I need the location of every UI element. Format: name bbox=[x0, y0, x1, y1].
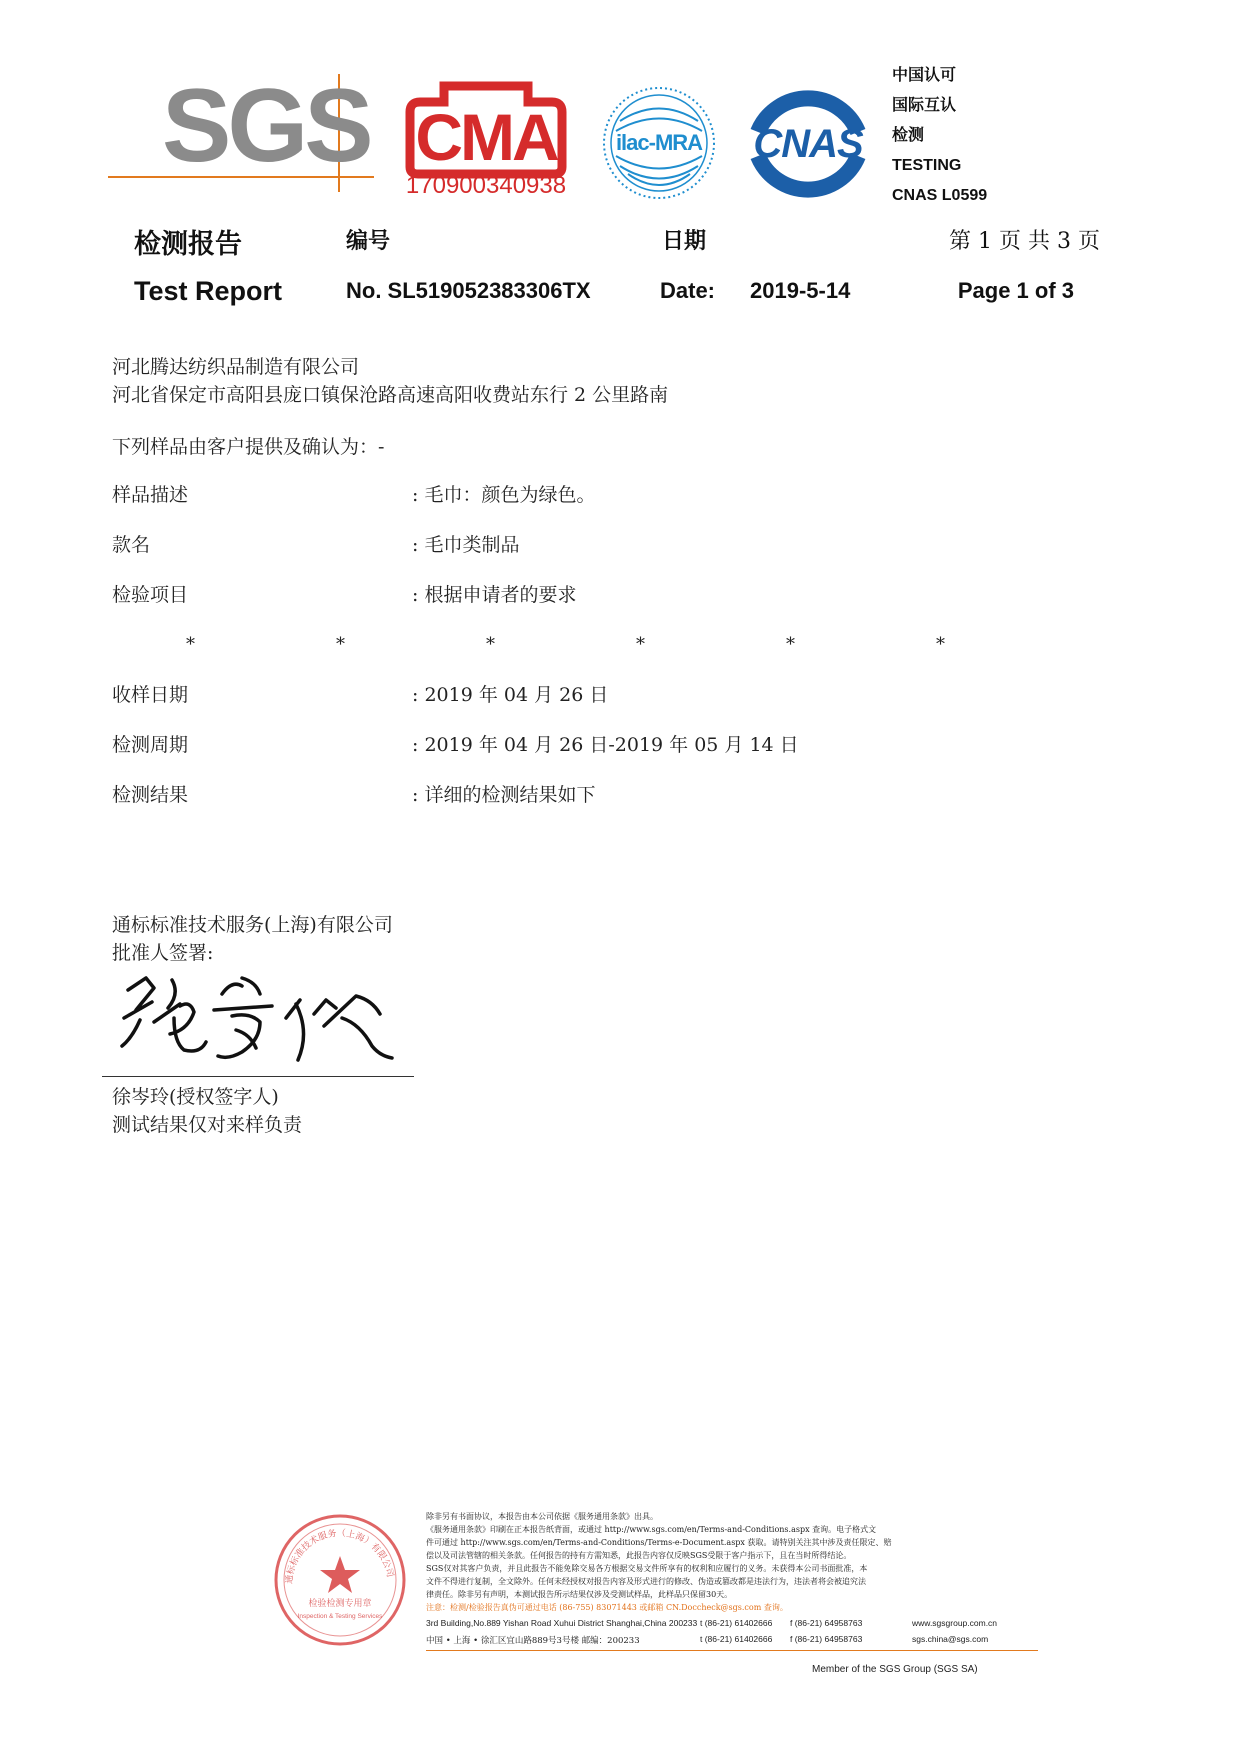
cma-logo-text: CMA bbox=[415, 100, 557, 174]
office-address-en: 3rd Building,No.889 Yishan Road Xuhui District Shanghai,China 200233 bbox=[426, 1618, 698, 1628]
field-value-test-items: : 根据申请者的要求 bbox=[412, 584, 577, 606]
accreditation-line: 检测 bbox=[892, 127, 925, 144]
report-number: No. SL519052383306TX bbox=[346, 278, 591, 303]
sample-intro: 下列样品由客户提供及确认为：- bbox=[112, 436, 385, 458]
results-disclaimer: 测试结果仅对来样负责 bbox=[112, 1114, 303, 1136]
client-address: 河北省保定市高阳县庞口镇保沧路高速高阳收费站东行 2 公里路南 bbox=[112, 384, 669, 406]
terms-line: 《服务通用条款》印刷在正本报告纸背面，或通过 http://www.sgs.com/en/Terms-and-Conditions.aspx 查询。电子格式文 bbox=[426, 1525, 877, 1534]
ilac-mra-logo-text: ilac-MRA bbox=[615, 130, 703, 155]
office-phone: t (86-21) 61402666 bbox=[700, 1618, 773, 1628]
field-value-test-period: : 2019 年 04 月 26 日-2019 年 05 月 14 日 bbox=[412, 734, 799, 756]
separator-star: * bbox=[936, 634, 945, 655]
field-value-test-result: : 详细的检测结果如下 bbox=[412, 784, 596, 806]
website-link[interactable]: www.sgsgroup.com.cn bbox=[912, 1618, 998, 1628]
company-seal-stamp bbox=[270, 1510, 410, 1650]
sgs-logo: SGS bbox=[162, 68, 370, 184]
field-label-test-items: 检验项目 bbox=[112, 584, 189, 606]
separator-star: * bbox=[186, 634, 195, 655]
separator-star: * bbox=[786, 634, 795, 655]
page-indicator-zh: 第 1 页 共 3 页 bbox=[949, 229, 1100, 254]
field-value-style-name: : 毛巾类制品 bbox=[412, 534, 520, 556]
office-phone: t (86-21) 61402666 bbox=[700, 1634, 773, 1644]
field-label-receive-date: 收样日期 bbox=[112, 684, 189, 706]
cma-number: 170900340938 bbox=[405, 172, 567, 199]
separator-star: * bbox=[336, 634, 345, 655]
seal-company-text: 通标标准技术服务（上海）有限公司 bbox=[284, 1528, 395, 1585]
terms-line: 偿以及司法管辖的相关条款。任何报告的持有方需知悉，此报告内容仅反映SGS受限于客户指示下，且在当时所得结论。 bbox=[426, 1551, 852, 1560]
seal-subtitle: Inspection & Testing Services bbox=[297, 1613, 383, 1620]
office-address-zh: 中国 • 上海 • 徐汇区宜山路889号3号楼 邮编：200233 bbox=[426, 1636, 640, 1646]
sgs-group-membership: Member of the SGS Group (SGS SA) bbox=[812, 1664, 978, 1675]
client-name: 河北腾达纺织品制造有限公司 bbox=[112, 356, 360, 378]
accreditation-line: 中国认可 bbox=[892, 67, 957, 84]
accreditation-line: CNAS L0599 bbox=[892, 187, 988, 204]
accreditation-line: TESTING bbox=[892, 157, 962, 174]
field-label-test-result: 检测结果 bbox=[112, 784, 189, 806]
field-value-receive-date: : 2019 年 04 月 26 日 bbox=[412, 684, 609, 706]
terms-line: SGS仅对其客户负责，并且此报告不能免除交易各方根据交易文件所享有的权利和应履行的义务。未获得本公司书面批准，本 bbox=[426, 1564, 868, 1573]
office-fax: f (86-21) 64958763 bbox=[790, 1634, 863, 1644]
ilac-mra-logo bbox=[600, 76, 718, 210]
approver-label: 批准人签署: bbox=[112, 942, 214, 964]
field-label-sample-description: 样品描述 bbox=[112, 484, 189, 506]
cnas-logo-text: CNAS bbox=[753, 122, 863, 166]
report-title-zh: 检测报告 bbox=[134, 229, 242, 259]
report-number-label-zh: 编号 bbox=[346, 228, 391, 253]
signatory-name: 徐岑玲(授权签字人) bbox=[112, 1086, 279, 1108]
report-date-value: 2019-5-14 bbox=[750, 278, 851, 303]
cnas-logo bbox=[740, 86, 876, 202]
verification-notice: 注意：检测/检验报告真伪可通过电话 (86-755) 83071443 或邮箱 CN.Doccheck@sgs.com 查询。 bbox=[426, 1603, 788, 1612]
field-label-test-period: 检测周期 bbox=[112, 734, 189, 756]
footer-divider bbox=[426, 1650, 1038, 1651]
seal-title: 检验检测专用章 bbox=[308, 1599, 372, 1609]
page-indicator-en: Page 1 of 3 bbox=[957, 278, 1074, 303]
report-date-label-en: Date: bbox=[660, 278, 716, 303]
terms-line: 文件不得进行复制，全文除外。任何未经授权对报告内容及形式进行的修改、伪造或篡改都是违法行为，违法者将会被追究法 bbox=[426, 1577, 866, 1586]
field-value-sample-description: : 毛巾：颜色为绿色。 bbox=[412, 484, 596, 506]
terms-line: 律责任。除非另有声明，本测试报告所示结果仅涉及受测试样品，此样品只保留30天。 bbox=[426, 1590, 733, 1599]
terms-line: 除非另有书面协议，本报告由本公司依据《服务通用条款》出具。 bbox=[426, 1512, 658, 1521]
terms-line: 件可通过 http://www.sgs.com/en/Terms-and-Conditions/Terms-e-Document.aspx 获取。请特别关注其中涉及责任限定、赔 bbox=[426, 1538, 892, 1547]
email-link[interactable]: sgs.china@sgs.com bbox=[912, 1634, 989, 1644]
report-title-en: Test Report bbox=[134, 276, 283, 306]
lab-name: 通标标准技术服务(上海)有限公司 bbox=[112, 914, 393, 936]
office-fax: f (86-21) 64958763 bbox=[790, 1618, 863, 1628]
separator-star: * bbox=[486, 634, 495, 655]
separator-star: * bbox=[636, 634, 645, 655]
accreditation-line: 国际互认 bbox=[892, 97, 957, 114]
signature-image bbox=[110, 960, 400, 1072]
field-label-style-name: 款名 bbox=[112, 534, 151, 556]
report-date-label-zh: 日期 bbox=[662, 228, 707, 253]
signature-line bbox=[102, 1076, 414, 1077]
